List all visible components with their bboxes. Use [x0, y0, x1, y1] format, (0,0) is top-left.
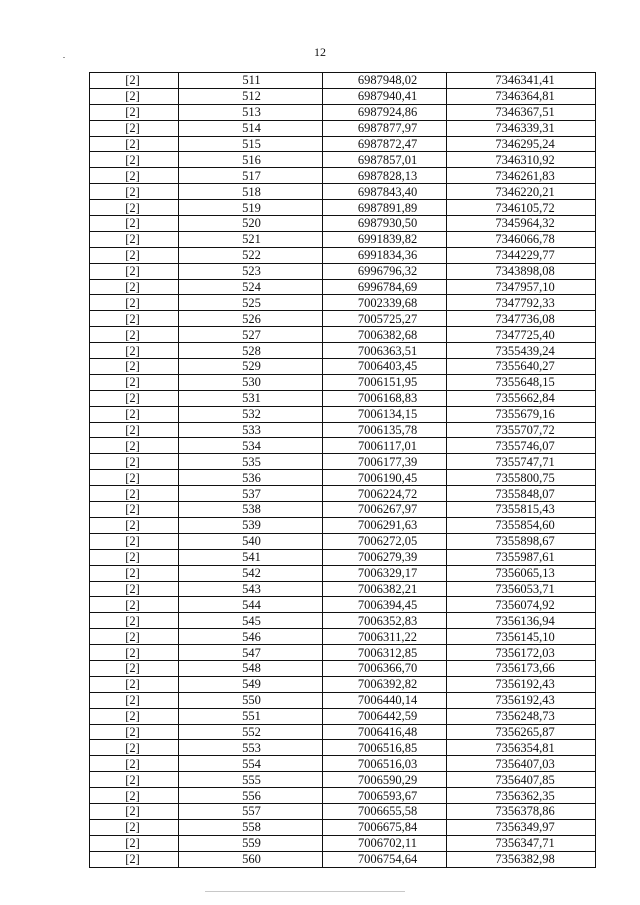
source-ref-cell: [2]: [90, 374, 179, 390]
x-coordinate-cell: 6987948,02: [323, 73, 447, 89]
table-row: [90, 486, 596, 502]
point-number-cell: 540: [179, 533, 323, 549]
y-coordinate-cell: 7344229,77: [447, 247, 596, 263]
y-coordinate-cell: 7356074,92: [447, 597, 596, 613]
point-number-cell: 539: [179, 517, 323, 533]
x-coordinate-cell: 7006754,64: [323, 851, 447, 867]
page-number: 12: [314, 45, 326, 59]
source-ref-cell: [2]: [90, 136, 179, 152]
source-ref-cell: [2]: [90, 263, 179, 279]
source-ref-cell: [2]: [90, 390, 179, 406]
source-ref-cell: [2]: [90, 851, 179, 867]
x-coordinate-cell: 7002339,68: [323, 295, 447, 311]
x-coordinate-cell: 7006267,97: [323, 502, 447, 518]
x-coordinate-cell: 7006702,11: [323, 835, 447, 851]
y-coordinate-cell: 7346220,21: [447, 184, 596, 200]
table-row: [90, 73, 596, 89]
y-coordinate-cell: 7356265,87: [447, 724, 596, 740]
table-row: [90, 200, 596, 216]
table-row: [90, 645, 596, 661]
point-number-cell: 520: [179, 216, 323, 232]
x-coordinate-cell: 7006416,48: [323, 724, 447, 740]
x-coordinate-cell: 6996796,32: [323, 263, 447, 279]
point-number-cell: 512: [179, 88, 323, 104]
x-coordinate-cell: 7006151,95: [323, 374, 447, 390]
y-coordinate-cell: 7356407,03: [447, 756, 596, 772]
source-ref-cell: [2]: [90, 708, 179, 724]
table-row: [90, 470, 596, 486]
y-coordinate-cell: 7356378,86: [447, 803, 596, 819]
table-row: [90, 756, 596, 772]
source-ref-cell: [2]: [90, 168, 179, 184]
point-number-cell: 534: [179, 438, 323, 454]
source-ref-cell: [2]: [90, 247, 179, 263]
point-number-cell: 514: [179, 120, 323, 136]
y-coordinate-cell: 7356354,81: [447, 740, 596, 756]
table-row: [90, 311, 596, 327]
x-coordinate-cell: 6987828,13: [323, 168, 447, 184]
table-row: [90, 772, 596, 788]
x-coordinate-cell: 7006440,14: [323, 692, 447, 708]
source-ref-cell: [2]: [90, 104, 179, 120]
source-ref-cell: [2]: [90, 486, 179, 502]
y-coordinate-cell: 7347792,33: [447, 295, 596, 311]
table-row: [90, 263, 596, 279]
source-ref-cell: [2]: [90, 88, 179, 104]
y-coordinate-cell: 7355746,07: [447, 438, 596, 454]
y-coordinate-cell: 7356248,73: [447, 708, 596, 724]
point-number-cell: 526: [179, 311, 323, 327]
source-ref-cell: [2]: [90, 502, 179, 518]
source-ref-cell: [2]: [90, 756, 179, 772]
point-number-cell: 538: [179, 502, 323, 518]
source-ref-cell: [2]: [90, 803, 179, 819]
source-ref-cell: [2]: [90, 660, 179, 676]
x-coordinate-cell: 7006516,85: [323, 740, 447, 756]
y-coordinate-cell: 7347725,40: [447, 327, 596, 343]
table-row: [90, 803, 596, 819]
table-row: [90, 88, 596, 104]
point-number-cell: 529: [179, 359, 323, 375]
x-coordinate-cell: 7005725,27: [323, 311, 447, 327]
table-row: [90, 136, 596, 152]
source-ref-cell: [2]: [90, 692, 179, 708]
y-coordinate-cell: 7346364,81: [447, 88, 596, 104]
table-row: [90, 740, 596, 756]
source-ref-cell: [2]: [90, 73, 179, 89]
source-ref-cell: [2]: [90, 565, 179, 581]
source-ref-cell: [2]: [90, 597, 179, 613]
x-coordinate-cell: 6996784,69: [323, 279, 447, 295]
point-number-cell: 511: [179, 73, 323, 89]
source-ref-cell: [2]: [90, 517, 179, 533]
point-number-cell: 559: [179, 835, 323, 851]
table-row: [90, 549, 596, 565]
y-coordinate-cell: 7356362,35: [447, 788, 596, 804]
y-coordinate-cell: 7356145,10: [447, 629, 596, 645]
source-ref-cell: [2]: [90, 613, 179, 629]
point-number-cell: 524: [179, 279, 323, 295]
y-coordinate-cell: 7346310,92: [447, 152, 596, 168]
scan-artifact: [63, 57, 65, 58]
y-coordinate-cell: 7347957,10: [447, 279, 596, 295]
source-ref-cell: [2]: [90, 454, 179, 470]
x-coordinate-cell: 7006516,03: [323, 756, 447, 772]
x-coordinate-cell: 7006394,45: [323, 597, 447, 613]
y-coordinate-cell: 7346295,24: [447, 136, 596, 152]
point-number-cell: 521: [179, 231, 323, 247]
y-coordinate-cell: 7355679,16: [447, 406, 596, 422]
table-row: [90, 120, 596, 136]
point-number-cell: 547: [179, 645, 323, 661]
source-ref-cell: [2]: [90, 184, 179, 200]
point-number-cell: 518: [179, 184, 323, 200]
table-row: [90, 517, 596, 533]
y-coordinate-cell: 7356053,71: [447, 581, 596, 597]
source-ref-cell: [2]: [90, 645, 179, 661]
y-coordinate-cell: 7355747,71: [447, 454, 596, 470]
y-coordinate-cell: 7346339,31: [447, 120, 596, 136]
table-row: [90, 168, 596, 184]
x-coordinate-cell: 7006177,39: [323, 454, 447, 470]
x-coordinate-cell: 6987857,01: [323, 152, 447, 168]
x-coordinate-cell: 7006329,17: [323, 565, 447, 581]
x-coordinate-cell: 6987877,97: [323, 120, 447, 136]
source-ref-cell: [2]: [90, 724, 179, 740]
point-number-cell: 545: [179, 613, 323, 629]
table-row: [90, 327, 596, 343]
y-coordinate-cell: 7355898,67: [447, 533, 596, 549]
x-coordinate-cell: 7006392,82: [323, 676, 447, 692]
table-row: [90, 835, 596, 851]
x-coordinate-cell: 7006655,58: [323, 803, 447, 819]
source-ref-cell: [2]: [90, 788, 179, 804]
y-coordinate-cell: 7346261,83: [447, 168, 596, 184]
x-coordinate-cell: 6987891,89: [323, 200, 447, 216]
x-coordinate-cell: 7006363,51: [323, 343, 447, 359]
source-ref-cell: [2]: [90, 629, 179, 645]
point-number-cell: 544: [179, 597, 323, 613]
x-coordinate-cell: 7006382,68: [323, 327, 447, 343]
y-coordinate-cell: 7355854,60: [447, 517, 596, 533]
table-row: [90, 438, 596, 454]
point-number-cell: 531: [179, 390, 323, 406]
x-coordinate-cell: 7006134,15: [323, 406, 447, 422]
y-coordinate-cell: 7347736,08: [447, 311, 596, 327]
source-ref-cell: [2]: [90, 200, 179, 216]
table-row: [90, 629, 596, 645]
point-number-cell: 552: [179, 724, 323, 740]
y-coordinate-cell: 7356136,94: [447, 613, 596, 629]
x-coordinate-cell: 6991839,82: [323, 231, 447, 247]
x-coordinate-cell: 7006311,22: [323, 629, 447, 645]
y-coordinate-cell: 7355987,61: [447, 549, 596, 565]
y-coordinate-cell: 7346066,78: [447, 231, 596, 247]
point-number-cell: 560: [179, 851, 323, 867]
x-coordinate-cell: 7006382,21: [323, 581, 447, 597]
point-number-cell: 516: [179, 152, 323, 168]
x-coordinate-cell: 6987843,40: [323, 184, 447, 200]
point-number-cell: 549: [179, 676, 323, 692]
source-ref-cell: [2]: [90, 120, 179, 136]
table-row: [90, 247, 596, 263]
source-ref-cell: [2]: [90, 470, 179, 486]
point-number-cell: 536: [179, 470, 323, 486]
table-row: [90, 692, 596, 708]
y-coordinate-cell: 7345964,32: [447, 216, 596, 232]
point-number-cell: 519: [179, 200, 323, 216]
point-number-cell: 530: [179, 374, 323, 390]
table-row: [90, 851, 596, 867]
table-row: [90, 581, 596, 597]
x-coordinate-cell: 7006366,70: [323, 660, 447, 676]
point-number-cell: 546: [179, 629, 323, 645]
table-row: [90, 788, 596, 804]
y-coordinate-cell: 7355640,27: [447, 359, 596, 375]
y-coordinate-cell: 7356173,66: [447, 660, 596, 676]
source-ref-cell: [2]: [90, 279, 179, 295]
table-row: [90, 819, 596, 835]
y-coordinate-cell: 7355800,75: [447, 470, 596, 486]
y-coordinate-cell: 7346367,51: [447, 104, 596, 120]
table-row: [90, 676, 596, 692]
coordinates-table-body: [90, 73, 596, 868]
source-ref-cell: [2]: [90, 676, 179, 692]
point-number-cell: 525: [179, 295, 323, 311]
point-number-cell: 533: [179, 422, 323, 438]
source-ref-cell: [2]: [90, 533, 179, 549]
source-ref-cell: [2]: [90, 295, 179, 311]
point-number-cell: 557: [179, 803, 323, 819]
table-row: [90, 279, 596, 295]
x-coordinate-cell: 7006312,85: [323, 645, 447, 661]
x-coordinate-cell: 7006190,45: [323, 470, 447, 486]
table-row: [90, 597, 596, 613]
source-ref-cell: [2]: [90, 343, 179, 359]
table-row: [90, 422, 596, 438]
point-number-cell: 556: [179, 788, 323, 804]
x-coordinate-cell: 6991834,36: [323, 247, 447, 263]
x-coordinate-cell: 7006117,01: [323, 438, 447, 454]
source-ref-cell: [2]: [90, 311, 179, 327]
x-coordinate-cell: 6987940,41: [323, 88, 447, 104]
source-ref-cell: [2]: [90, 740, 179, 756]
point-number-cell: 522: [179, 247, 323, 263]
point-number-cell: 551: [179, 708, 323, 724]
source-ref-cell: [2]: [90, 216, 179, 232]
table-row: [90, 502, 596, 518]
x-coordinate-cell: 6987930,50: [323, 216, 447, 232]
y-coordinate-cell: 7356192,43: [447, 692, 596, 708]
source-ref-cell: [2]: [90, 406, 179, 422]
y-coordinate-cell: 7356349,97: [447, 819, 596, 835]
y-coordinate-cell: 7355707,72: [447, 422, 596, 438]
table-row: [90, 660, 596, 676]
point-number-cell: 528: [179, 343, 323, 359]
table-row: [90, 231, 596, 247]
y-coordinate-cell: 7343898,08: [447, 263, 596, 279]
source-ref-cell: [2]: [90, 819, 179, 835]
table-row: [90, 295, 596, 311]
table-row: [90, 406, 596, 422]
source-ref-cell: [2]: [90, 327, 179, 343]
table-row: [90, 104, 596, 120]
y-coordinate-cell: 7355439,24: [447, 343, 596, 359]
point-number-cell: 517: [179, 168, 323, 184]
table-row: [90, 613, 596, 629]
point-number-cell: 541: [179, 549, 323, 565]
point-number-cell: 548: [179, 660, 323, 676]
coordinates-table: [89, 72, 596, 868]
x-coordinate-cell: 6987924,86: [323, 104, 447, 120]
x-coordinate-cell: 7006272,05: [323, 533, 447, 549]
point-number-cell: 535: [179, 454, 323, 470]
table-row: [90, 390, 596, 406]
source-ref-cell: [2]: [90, 422, 179, 438]
y-coordinate-cell: 7356065,13: [447, 565, 596, 581]
x-coordinate-cell: 7006675,84: [323, 819, 447, 835]
point-number-cell: 527: [179, 327, 323, 343]
x-coordinate-cell: 7006590,29: [323, 772, 447, 788]
point-number-cell: 558: [179, 819, 323, 835]
table-row: [90, 724, 596, 740]
x-coordinate-cell: 7006442,59: [323, 708, 447, 724]
source-ref-cell: [2]: [90, 152, 179, 168]
point-number-cell: 523: [179, 263, 323, 279]
y-coordinate-cell: 7355815,43: [447, 502, 596, 518]
point-number-cell: 553: [179, 740, 323, 756]
source-ref-cell: [2]: [90, 359, 179, 375]
point-number-cell: 537: [179, 486, 323, 502]
y-coordinate-cell: 7356407,85: [447, 772, 596, 788]
y-coordinate-cell: 7346341,41: [447, 73, 596, 89]
x-coordinate-cell: 6987872,47: [323, 136, 447, 152]
table-row: [90, 216, 596, 232]
x-coordinate-cell: 7006403,45: [323, 359, 447, 375]
y-coordinate-cell: 7356172,03: [447, 645, 596, 661]
point-number-cell: 532: [179, 406, 323, 422]
x-coordinate-cell: 7006593,67: [323, 788, 447, 804]
point-number-cell: 550: [179, 692, 323, 708]
y-coordinate-cell: 7355848,07: [447, 486, 596, 502]
table-row: [90, 374, 596, 390]
table-row: [90, 152, 596, 168]
y-coordinate-cell: 7346105,72: [447, 200, 596, 216]
point-number-cell: 513: [179, 104, 323, 120]
y-coordinate-cell: 7356347,71: [447, 835, 596, 851]
point-number-cell: 543: [179, 581, 323, 597]
y-coordinate-cell: 7356192,43: [447, 676, 596, 692]
y-coordinate-cell: 7355662,84: [447, 390, 596, 406]
x-coordinate-cell: 7006224,72: [323, 486, 447, 502]
x-coordinate-cell: 7006279,39: [323, 549, 447, 565]
y-coordinate-cell: 7356382,98: [447, 851, 596, 867]
source-ref-cell: [2]: [90, 549, 179, 565]
table-row: [90, 359, 596, 375]
source-ref-cell: [2]: [90, 772, 179, 788]
source-ref-cell: [2]: [90, 231, 179, 247]
scan-artifact: [205, 891, 405, 892]
table-row: [90, 533, 596, 549]
x-coordinate-cell: 7006291,63: [323, 517, 447, 533]
table-row: [90, 708, 596, 724]
point-number-cell: 555: [179, 772, 323, 788]
table-row: [90, 343, 596, 359]
x-coordinate-cell: 7006168,83: [323, 390, 447, 406]
y-coordinate-cell: 7355648,15: [447, 374, 596, 390]
source-ref-cell: [2]: [90, 581, 179, 597]
table-row: [90, 565, 596, 581]
x-coordinate-cell: 7006135,78: [323, 422, 447, 438]
point-number-cell: 554: [179, 756, 323, 772]
point-number-cell: 515: [179, 136, 323, 152]
point-number-cell: 542: [179, 565, 323, 581]
table-row: [90, 454, 596, 470]
table-row: [90, 184, 596, 200]
source-ref-cell: [2]: [90, 438, 179, 454]
source-ref-cell: [2]: [90, 835, 179, 851]
x-coordinate-cell: 7006352,83: [323, 613, 447, 629]
